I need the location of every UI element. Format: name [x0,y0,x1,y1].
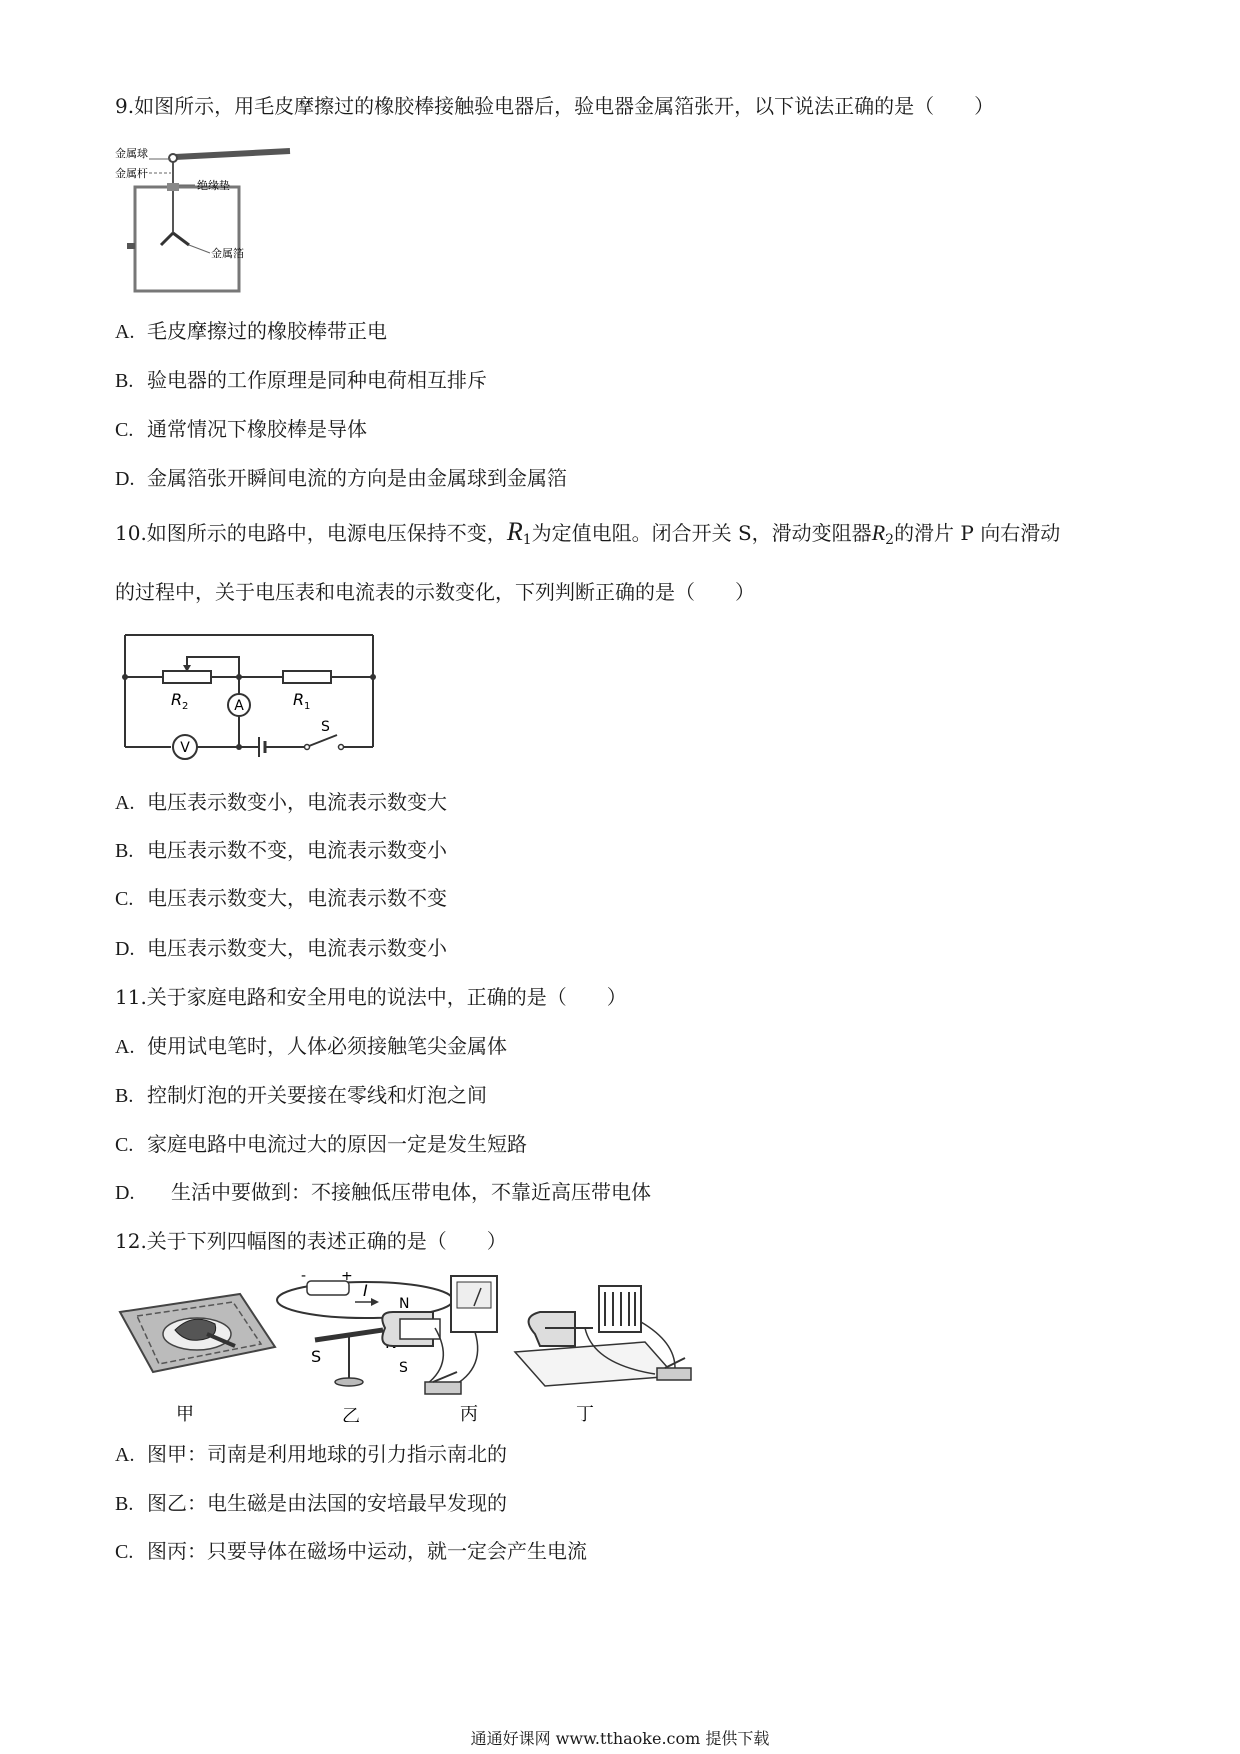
label-metal-ball: 金属球 [115,147,148,160]
page-footer: 通通好课网 www.tthaoke.com 提供下载 [470,1729,770,1748]
q12-option-b: B. 图乙：电生磁是由法国的安培最早发现的 [115,1491,507,1515]
q10-option-d: D. 电压表示数变大，电流表示数变小 [115,936,447,960]
q10-circuit-figure [115,625,385,760]
q9-option-c: C. 通常情况下橡胶棒是导体 [115,417,367,441]
q11-option-a: A. 使用试电笔时，人体必须接触笔尖金属体 [115,1034,507,1058]
q10-option-c: C. 电压表示数变大，电流表示数不变 [115,886,447,910]
q9-electroscope-figure [115,145,295,295]
q12-figures [115,1272,755,1422]
q9-option-b: B. 验电器的工作原理是同种电荷相互排斥 [115,368,487,392]
r2-sub: 2 [182,701,189,712]
caption-ding: 丁 [576,1404,594,1422]
battery-minus: - [301,1272,307,1284]
q10-stem: 10.如图所示的电路中，电源电压保持不变，$R_1$为定值电阻。闭合开关 S，滑动变阻器$R_2$的滑片 P 向右滑动 [115,517,1061,548]
q12-option-c: C. 图丙：只要导体在磁场中运动，就一定会产生电流 [115,1539,587,1563]
q11-stem: 11.关于家庭电路和安全用电的说法中，正确的是（ ） [115,985,627,1009]
label-metal-foil: 金属箔 [211,247,244,260]
r1-label: R [293,690,305,709]
q9-stem: 9.如图所示，用毛皮摩擦过的橡胶棒接触验电器后，验电器金属箔张开，以下说法正确的是（ ） [115,94,995,118]
voltmeter-label: V [180,740,190,756]
q12-stem: 12.关于下列四幅图的表述正确的是（ ） [115,1229,507,1253]
q9-option-a: A. 毛皮摩擦过的橡胶棒带正电 [115,319,387,343]
r1-resistor [283,671,331,683]
q10-option-a: A. 电压表示数变小，电流表示数变大 [115,790,447,814]
q12-option-a: A. 图甲：司南是利用地球的引力指示南北的 [115,1442,507,1466]
label-metal-rod: 金属杆 [115,167,148,180]
magnet-s: S [399,1360,408,1376]
q10-stem-line2: 的过程中，关于电压表和电流表的示数变化，下列判断正确的是（ ） [115,580,755,604]
magnet-n: N [399,1296,410,1312]
r2-label: R [171,690,183,709]
caption-jia: 甲 [176,1404,194,1422]
q11-option-d: D. 生活中要做到：不接触低压带电体，不靠近高压带电体 [115,1180,651,1204]
label-insulating-pad: 绝缘垫 [197,179,230,192]
caption-bing: 丙 [460,1404,478,1422]
q11-option-c: C. 家庭电路中电流过大的原因一定是发生短路 [115,1132,527,1156]
figure-ding-motor [515,1286,691,1386]
figure-bing-induction [382,1276,497,1394]
r2-resistor [163,671,211,683]
q11-option-b: B. 控制灯泡的开关要接在零线和灯泡之间 [115,1083,487,1107]
ammeter-label: A [234,698,244,714]
battery-plus: + [341,1272,353,1284]
needle-s: S [311,1347,322,1366]
switch-label: S [321,719,330,735]
r1-sub: 1 [304,701,311,712]
current-label: I [363,1281,368,1300]
caption-yi: 乙 [342,1406,360,1422]
q9-option-d: D. 金属箔张开瞬间电流的方向是由金属球到金属箔 [115,466,567,490]
figure-jia-sinan [120,1294,275,1372]
q10-option-b: B. 电压表示数不变，电流表示数变小 [115,838,447,862]
